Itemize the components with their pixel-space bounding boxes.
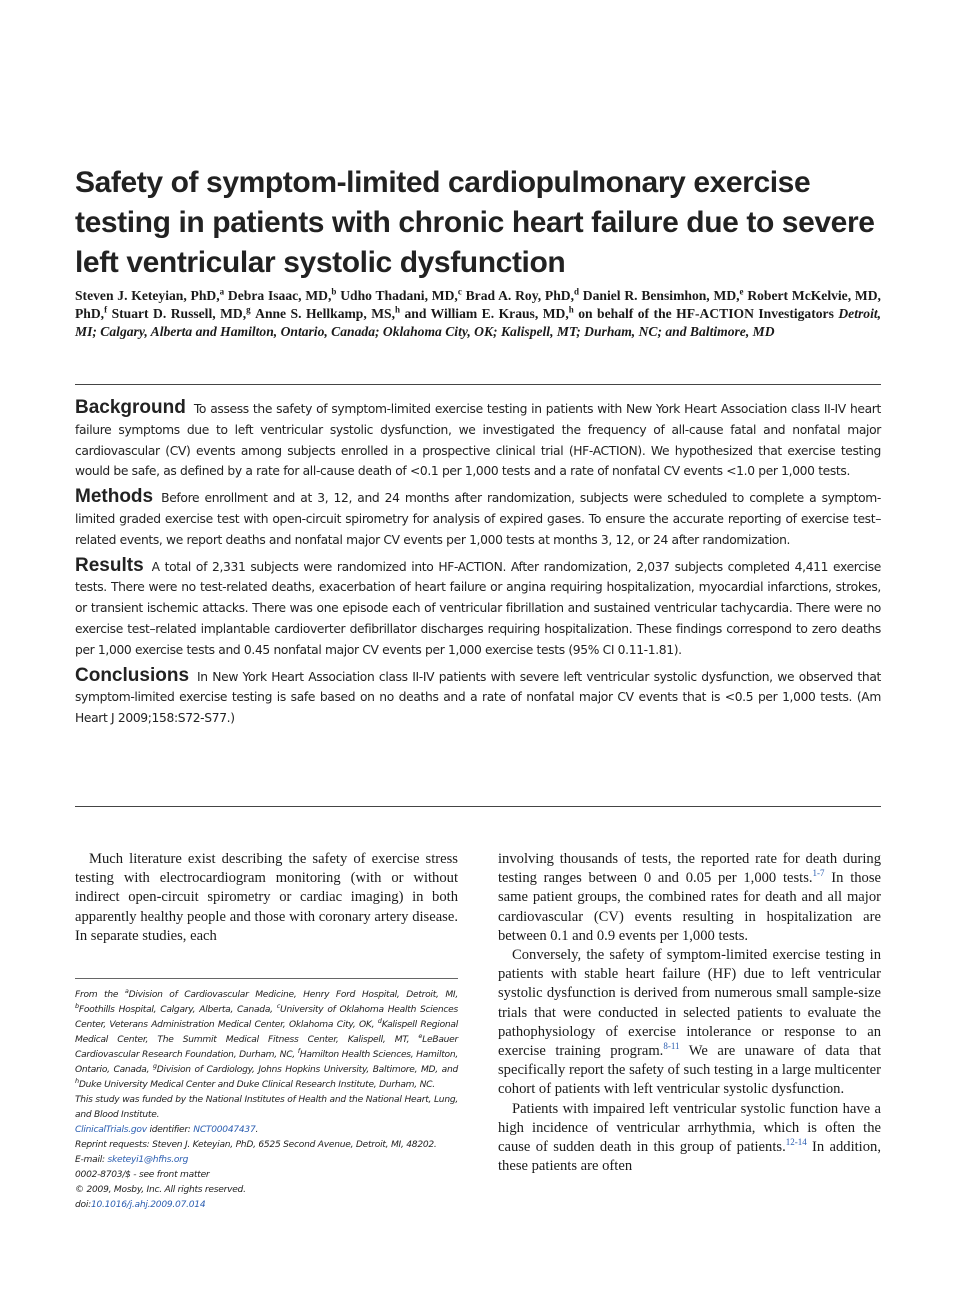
abstract: [75, 398, 881, 734]
abstract-methods: Methods Before enrollment and at 3, 12, and 24 months after randomization, subjects were scheduled to complete a symptom-limited graded exercise test with open-circuit spirometry for analysis of expired gases. To ensure the accurate reporting of exercise test–related events, we report deaths and nonfatal major CV events per 1,000 tests at months 3, 12, or 24 after randomization.: [75, 486, 881, 547]
copyright-line: © 2009, Mosby, Inc. All rights reserved.: [75, 1185, 246, 1195]
author: Debra Isaac, MD,$^b$: [227, 286, 337, 303]
trial-id-link[interactable]: NCT00047437: [193, 1125, 256, 1135]
article-title: Safety of symptom-limited cardiopulmonary exercise testing in patients with chronic heart failure due to severe left ventricular systolic dysfunction: [75, 166, 875, 279]
author-list: [75, 287, 881, 341]
abstract-background: Background To assess the safety of symptom-limited exercise testing in patients with New York Heart Association class II-IV heart failure symptoms due to left ventricular systolic dysfunction, we investigated the frequency of all-cause fatal and nonfatal major cardiovascular (CV) events among subjects enrolled in a prospective clinical trial (HF-ACTION). We hypothesized that exercise testing would be safe, as defined by a rate for all-cause death of <0.1 per 1,000 tests and a rate of nonfatal CV events <1.0 per 1,000 tests.: [75, 397, 881, 479]
body-paragraph: involving thousands of tests, the reported rate for death during testing ranges between 0 and 0.05 per 1,000 tests.$^{1-7}$ In those same patient groups, the combined rates for death and all major cardiovascular (CV) events resulting in hospitalization are between 0.1 and 0.9 events per 1,000 tests.: [498, 851, 881, 944]
author: Udho Thadani, MD,$^c$: [340, 286, 462, 303]
body-right-column: [498, 850, 881, 1176]
article-page: [75, 0, 881, 1306]
trial-registration: ClinicalTrials.gov identifier: NCT00047437.: [75, 1125, 259, 1135]
footnotes: [75, 988, 458, 1213]
body-paragraph: Conversely, the safety of symptom-limited exercise testing in patients with stable heart failure (HF) due to left ventricular systolic dysfunction is derived from numerous small sample-size trials that were conducted in selected patients to evaluate the pathophysiology of exercise intolerance or response to an exercise training program.$^{8-11}$ We are unaware of data that specifically report the safety of such testing in a large multicenter cohort of patients with left ventricular systolic dysfunction.: [498, 947, 882, 1098]
abstract-top-rule: [75, 384, 881, 385]
authors-tail: on behalf of the HF-ACTION Investigators: [578, 306, 834, 321]
doi-link[interactable]: 10.1016/j.ahj.2009.07.014: [90, 1200, 206, 1210]
body-paragraph: Much literature exist describing the safety of exercise stress testing with electrocardiogram monitoring (with or without indirect open-circuit spirometry or cardiac imaging) in both apparently healthy people and those with coronary artery disease. In separate studies, each: [75, 851, 458, 944]
citation-link[interactable]: 12-14: [785, 1137, 807, 1148]
body-left-column: [75, 850, 458, 946]
author: Robert McKelvie, MD, PhD,$^f$: [75, 288, 881, 321]
author: Stuart D. Russell, MD,$^g$: [111, 304, 251, 321]
citation-link[interactable]: 1-7: [812, 868, 825, 879]
footnote-rule: [75, 978, 458, 979]
author: Daniel R. Bensimhon, MD,$^e$: [582, 286, 744, 303]
author: Anne S. Hellkamp, MS,$^h$: [255, 304, 401, 321]
abstract-bottom-rule: [75, 806, 881, 807]
issn-line: 0002-8703/$ - see front matter: [75, 1170, 210, 1180]
email-line: E-mail: sketeyi1@hfhs.org: [75, 1155, 189, 1165]
abstract-heading: Background: [75, 397, 186, 418]
abstract-heading: Conclusions: [75, 664, 190, 686]
abstract-heading: Methods: [75, 486, 154, 508]
doi-line: doi:10.1016/j.ahj.2009.07.014: [75, 1200, 206, 1210]
author: and William E. Kraus, MD,$^h$: [404, 304, 574, 321]
abstract-results: Results A total of 2,331 subjects were randomized into HF-ACTION. After randomization, 2,037 subjects completed 4,411 exercise tests. There were no test-related deaths, exacerbation of heart failure or angina requiring hospitalization, myocardial infarctions, strokes, or transient ischemic attacks. There was one episode each of ventricular fibrillation and sustained ventricular tachycardia. There were no exercise test–related implantable cardioverter defibrillator discharges requiring hospitalization. These findings correspond to zero deaths per 1,000 exercise tests and 0.45 nonfatal major CV events per 1,000 exercise tests (95% CI 0.11-1.81).: [75, 554, 881, 657]
citation-link[interactable]: 8-11: [663, 1041, 680, 1052]
author-locations: Detroit, MI; Calgary, Alberta and Hamilton, Ontario, Canada; Oklahoma City, OK; Kalispell, MT; Durham, NC; and Baltimore, MD: [75, 306, 882, 339]
author: Brad A. Roy, PhD,$^d$: [465, 286, 580, 303]
funding-note: This study was funded by the National Institutes of Health and the National Heart, Lung, and Blood Institute.: [75, 1095, 458, 1120]
body-paragraph: Patients with impaired left ventricular systolic function have a high incidence of ventricular arrhythmia, which is often the cause of sudden death in this group of patients.$^{12-14}$ In addition, these patients are often: [498, 1100, 881, 1175]
abstract-heading: Results: [75, 554, 144, 576]
abstract-conclusions: Conclusions In New York Heart Association class II-IV patients with severe left ventricular systolic dysfunction, we observed that symptom-limited exercise testing is safe based on no deaths and a rate of nonfatal major CV events that is <0.5 per 1,000 tests. (Am Heart J 2009;158:S72-S77.): [75, 664, 881, 726]
affiliations: From the $^a$Division of Cardiovascular Medicine, Henry Ford Hospital, Detroit, MI, $^b$Foothills Hospital, Calgary, Alberta, Canada, $^c$University of Oklahoma Health Sciences Center, Veterans Administration Medical Center, Oklahoma City, OK, $^d$Kalispell Regional Medical Center, The Summit Medical Fitness Center, Kalispell, MT, $^e$LeBauer Cardiovascular Research Foundation, Durham, NC, $^f$Hamilton Health Sciences, Hamilton, Ontario, Canada, $^g$Division of Cardiology, Johns Hopkins University, Baltimore, MD, and $^h$Duke University Medical Center and Duke Clinical Research Institute, Durham, NC.: [75, 986, 459, 1090]
reprint-requests: Reprint requests: Steven J. Keteyian, PhD, 6525 Second Avenue, Detroit, MI, 48202.: [75, 1140, 437, 1150]
clinicaltrials-link[interactable]: ClinicalTrials.gov: [75, 1125, 147, 1135]
author: Steven J. Keteyian, PhD,$^a$: [75, 286, 225, 303]
email-link[interactable]: sketeyi1@hfhs.org: [107, 1155, 189, 1165]
